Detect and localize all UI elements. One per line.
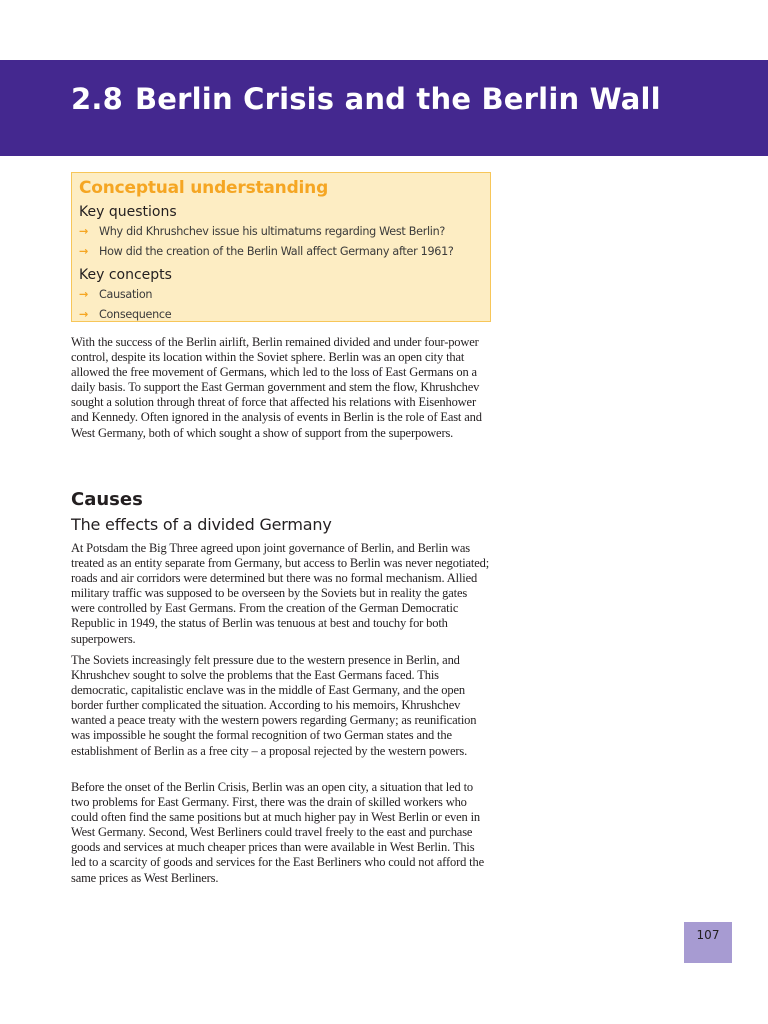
list-item [79, 285, 483, 305]
list-item [79, 305, 483, 325]
conceptual-understanding-title: Conceptual understanding [79, 178, 329, 198]
section-number: 2.8 [71, 82, 123, 116]
body-paragraph-3: Before the onset of the Berlin Crisis, Berlin was an open city, a situation that led to two problems for East Germany. First, there was the drain of skilled workers who could often find the same positions but at much higher pay in West Berlin or even in West Germany. Second, West Berliners could travel freely to the east and purchase goods and services at much cheaper prices than were available in West Berlin. This led to a scarcity of goods and services for the East Berliners who could not afford the same prices as West Berliners. [71, 780, 484, 885]
key-questions-list [79, 222, 483, 262]
list-item [79, 222, 483, 242]
key-concepts-heading: Key concepts [79, 267, 172, 283]
arrow-right-icon: → [79, 225, 89, 238]
key-concepts-list [79, 285, 483, 325]
key-question-text: Why did Khrushchev issue his ultimatums regarding West Berlin? [99, 225, 446, 238]
list-item [79, 242, 483, 262]
page-number: 107 [696, 928, 720, 942]
causes-heading: Causes [71, 489, 143, 510]
section-header-banner [0, 60, 768, 156]
body-paragraph-1: At Potsdam the Big Three agreed upon joint governance of Berlin, and Berlin was treated as an entity separate from Germany, but access to Berlin was never negotiated; roads and air corridors were determined but there was no formal mechanism. Allied military traffic was supposed to be overseen by the Soviets but in reality the gates were controlled by East Germans. From the creation of the German Democratic Republic in 1949, the status of Berlin was tenuous at best and touchy for both superpowers. [71, 541, 490, 646]
arrow-right-icon: → [79, 288, 89, 301]
conceptual-understanding-box [71, 172, 491, 322]
section-title [71, 82, 661, 116]
arrow-right-icon: → [79, 245, 89, 258]
key-concept-text: Consequence [99, 308, 172, 321]
arrow-right-icon: → [79, 308, 89, 321]
effects-subheading: The effects of a divided Germany [71, 515, 332, 534]
key-concept-text: Causation [99, 288, 153, 301]
key-questions-heading: Key questions [79, 204, 177, 220]
section-title-text: Berlin Crisis and the Berlin Wall [134, 82, 661, 116]
key-question-text: How did the creation of the Berlin Wall affect Germany after 1961? [99, 245, 454, 258]
page-number-tab [684, 922, 732, 963]
intro-paragraph: With the success of the Berlin airlift, Berlin remained divided and under four-power control, despite its location within the Soviet sphere. Berlin was an open city that allowed the free movement of Germans, which led to the loss of East Germans on a daily basis. To support the East German government and stem the flow, Khrushchev sought a solution through threat of force that affected his relations with Eisenhower and Kennedy. Often ignored in the analysis of events in Berlin is the role of East and West Germany, both of which sought a show of support from the superpowers. [71, 335, 482, 440]
body-paragraph-2: The Soviets increasingly felt pressure due to the western presence in Berlin, and Khrushchev sought to solve the problems that the East Germans faced. This democratic, capitalistic enclave was in the middle of East Germany, and the open border further complicated the situation. According to his memoirs, Khrushchev wanted a peace treaty with the western powers regarding Germany; as reunification was impossible he sought the formal recognition of two German states and the establishment of Berlin as a free city – a proposal rejected by the western powers. [71, 653, 477, 758]
